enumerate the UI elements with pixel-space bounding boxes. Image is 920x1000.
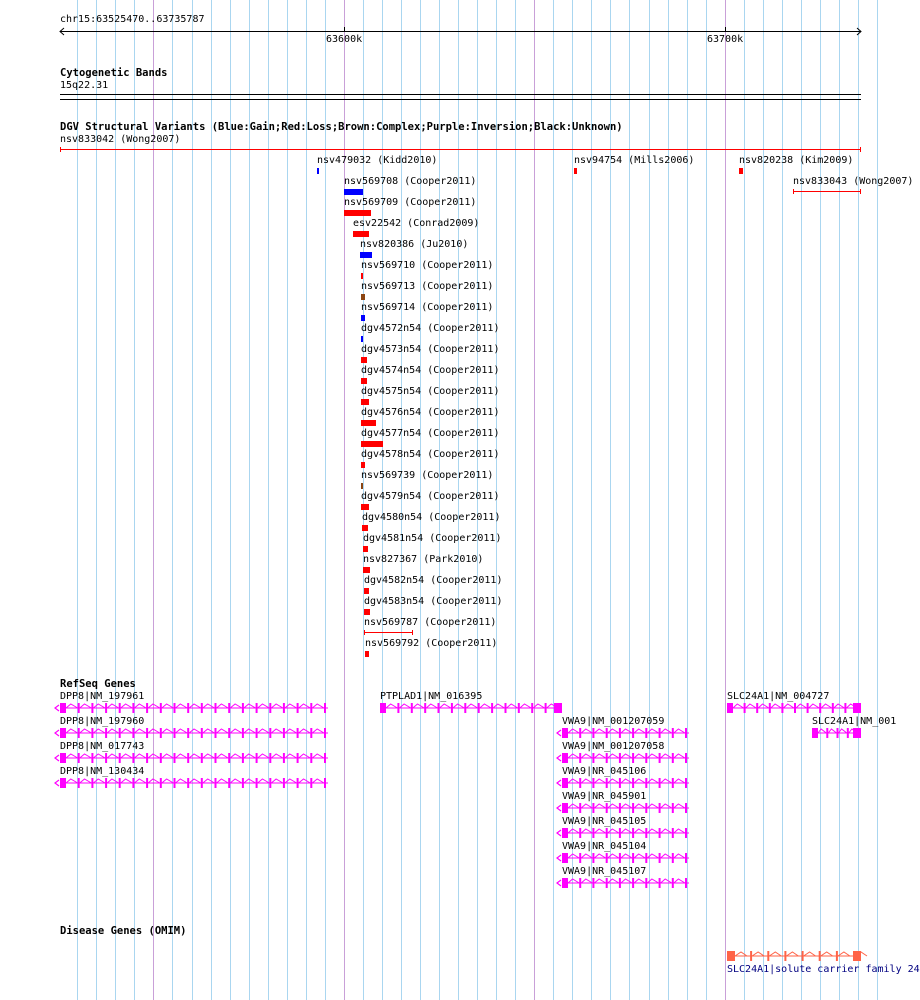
variant-label[interactable]: nsv479032 (Kidd2010) <box>317 155 438 166</box>
variant-label[interactable]: nsv820238 (Kim2009) <box>739 155 854 166</box>
variant-label[interactable]: dgv4580n54 (Cooper2011) <box>362 512 501 523</box>
variant-label[interactable]: nsv569710 (Cooper2011) <box>361 260 494 271</box>
variant-label[interactable]: dgv4575n54 (Cooper2011) <box>361 386 500 397</box>
ruler-tick-label: 63600k <box>326 34 363 45</box>
refseq-gene-label[interactable]: DPP8|NM_017743 <box>60 741 145 752</box>
refseq-gene-label[interactable]: VWA9|NR_045105 <box>562 816 647 827</box>
variant-label[interactable]: nsv569708 (Cooper2011) <box>344 176 477 187</box>
refseq-gene-label[interactable]: PTPLAD1|NM_016395 <box>380 691 483 702</box>
refseq-gene-label[interactable]: SLC24A1|NM_001 <box>812 716 897 727</box>
location-label: chr15:63525470..63735787 <box>60 14 205 25</box>
variant-label[interactable]: esv22542 (Conrad2009) <box>353 218 480 229</box>
variant-label[interactable]: dgv4581n54 (Cooper2011) <box>363 533 502 544</box>
track-title-dgv: DGV Structural Variants (Blue:Gain;Red:Loss;Brown:Complex;Purple:Inversion;Black:Unknown) <box>60 121 623 133</box>
ruler-tick-label: 63700k <box>707 34 744 45</box>
refseq-gene-label[interactable]: DPP8|NM_197961 <box>60 691 145 702</box>
variant-label[interactable]: nsv569709 (Cooper2011) <box>344 197 477 208</box>
refseq-gene-label[interactable]: VWA9|NM_001207059 <box>562 716 665 727</box>
variant-label[interactable]: nsv569713 (Cooper2011) <box>361 281 494 292</box>
variant-label[interactable]: nsv833043 (Wong2007) <box>793 176 914 187</box>
variant-label[interactable]: dgv4583n54 (Cooper2011) <box>364 596 503 607</box>
refseq-gene-label[interactable]: DPP8|NM_130434 <box>60 766 145 777</box>
variant-label[interactable]: dgv4578n54 (Cooper2011) <box>361 449 500 460</box>
variant-label[interactable]: dgv4579n54 (Cooper2011) <box>361 491 500 502</box>
variant-label[interactable]: nsv569739 (Cooper2011) <box>361 470 494 481</box>
variant-label[interactable]: nsv820386 (Ju2010) <box>360 239 469 250</box>
track-title-omim: Disease Genes (OMIM) <box>60 925 187 937</box>
variant-label[interactable]: dgv4582n54 (Cooper2011) <box>364 575 503 586</box>
track-title-refseq: RefSeq Genes <box>60 678 136 690</box>
refseq-gene-label[interactable]: VWA9|NR_045106 <box>562 766 647 777</box>
variant-label[interactable]: nsv827367 (Park2010) <box>363 554 484 565</box>
omim-gene-label[interactable]: SLC24A1|solute carrier family 24 <box>727 964 920 975</box>
cytoband-label: 15q22.31 <box>60 80 109 91</box>
variant-label[interactable]: nsv569787 (Cooper2011) <box>364 617 497 628</box>
variant-label[interactable]: nsv569714 (Cooper2011) <box>361 302 494 313</box>
refseq-gene-label[interactable]: VWA9|NM_001207058 <box>562 741 665 752</box>
refseq-gene-label[interactable]: VWA9|NR_045901 <box>562 791 647 802</box>
variant-label[interactable]: nsv833042 (Wong2007) <box>60 134 181 145</box>
refseq-gene-label[interactable]: DPP8|NM_197960 <box>60 716 145 727</box>
variant-label[interactable]: dgv4573n54 (Cooper2011) <box>361 344 500 355</box>
refseq-gene-label[interactable]: VWA9|NR_045107 <box>562 866 647 877</box>
variant-label[interactable]: dgv4572n54 (Cooper2011) <box>361 323 500 334</box>
variant-label[interactable]: nsv569792 (Cooper2011) <box>365 638 498 649</box>
refseq-gene-label[interactable]: SLC24A1|NM_004727 <box>727 691 830 702</box>
refseq-gene-label[interactable]: VWA9|NR_045104 <box>562 841 647 852</box>
variant-label[interactable]: dgv4574n54 (Cooper2011) <box>361 365 500 376</box>
track-title-cytoband: Cytogenetic Bands <box>60 67 168 79</box>
variant-label[interactable]: nsv94754 (Mills2006) <box>574 155 695 166</box>
variant-label[interactable]: dgv4576n54 (Cooper2011) <box>361 407 500 418</box>
variant-label[interactable]: dgv4577n54 (Cooper2011) <box>361 428 500 439</box>
